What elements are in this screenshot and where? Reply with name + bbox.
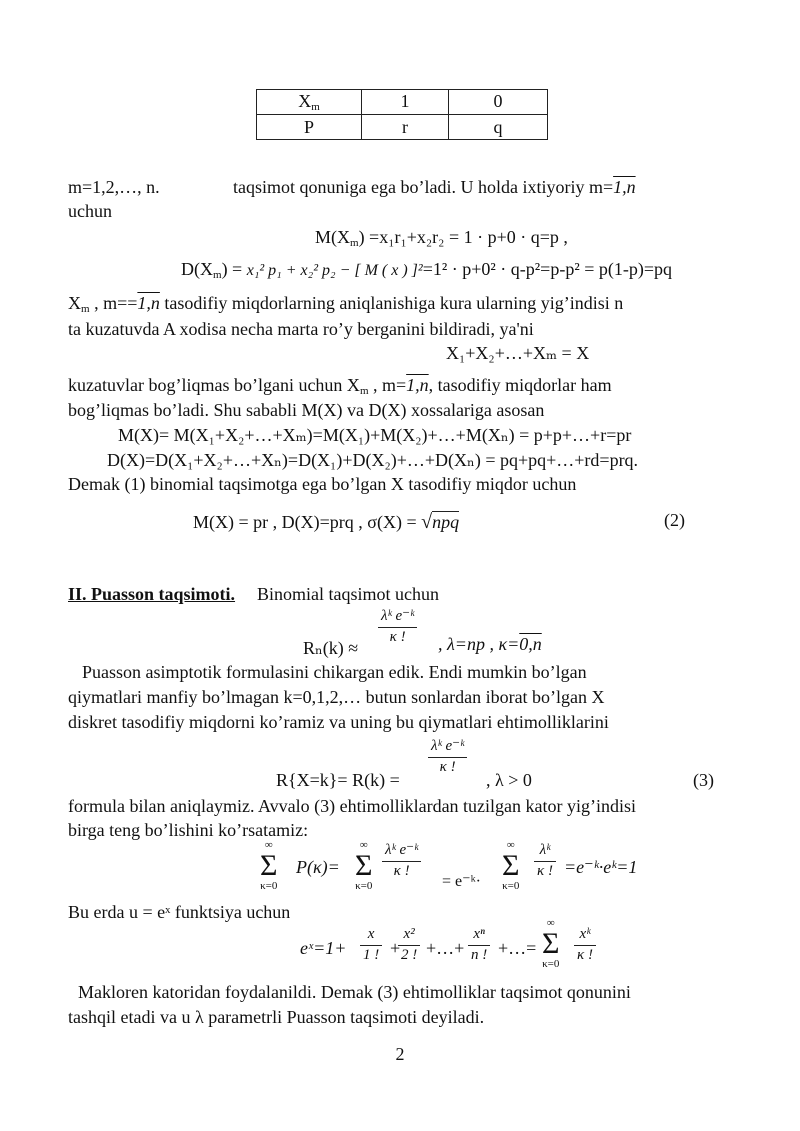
distribution-table [256, 89, 548, 140]
formula-3-label: R{X=k}= R(k) = [276, 770, 400, 790]
formula-mx: $M(X_m) =x_1r_1+x_2r_2 = 1 \cdot p+0 \cdot q=p$ , [315, 227, 568, 249]
summation-symbol: ∞ Σ κ=0 [355, 839, 373, 892]
table-cell: $X_m$ [257, 90, 362, 115]
summation-symbol: ∞ Σ κ=0 [502, 839, 520, 892]
formula-2: M(X) = pr , D(X)=prq , σ(X) = √npq [193, 511, 460, 533]
document-page: $X_m$ 1 0 P r q m=1,2,…, n. taqsimot qonuniga ega bo’ladi. U holda ixtiyoriy m=1,n uchun $M(X_m) =x_1r_1+x_2r_2 = 1 \cdot p+0 \cdot q=p$ , $D(X_m) = x_1^2$ p₁ + x₂² p₂ − [ M ( x ) ]²=1² · p+0² · q-p²=p-p² = p(1-p)=pq $X_m$ , m==1,n tasodifiy miqdorlarning aniqlanishiga kura ularning yig’indisi n ta kuzatuvda A xodisa necha marta ro’y berganini bildiradi, ya'ni X₁+X₂+…+Xₘ = X kuzatuvlar bog’liqmas bo’lgani uchun $X_m$ , m=1,n, tasodifiy miqdorlar ham bog’liqmas bo’ladi. Shu sababli M(X) va D(X) xossalariga asosan M(X)= M(X₁+X₂+…+Xₘ)=M(X₁)+M(X₂)+…+M(Xₙ) = p+p+…+r=pr D(X)=D(X₁+X₂+…+Xₙ)=D(X₁)+D(X₂)+…+D(Xₙ) = pq+pq+…+rd=prq. Demak (1) binomial taqsimotga ega bo’lgan X tasodifiy miqdor uchun M(X) = pr , D(X)=prq , σ(X) = √npq (2) II. Puasson taqsimoti. Binomial taqsimot uchun Rₙ(k) ≈ $\frac{\text{λᵏ e⁻ᵏ}}{\kappa !}$ , λ=np , κ=0,n Puasson asimptotik formulasini chikargan edik. Endi mumkin bo’lgan qiymatlari manfiy bo’lmagan k=0,1,2,… butun sonlardan iborat bo’lgan X diskret tasodifiy miqdorni ko’ramiz va uning bu qiymatlari ehtimolliklarini R{X=k}= R(k) = $\frac{\text{λᵏ e⁻ᵏ}}{\kappa !}$ , λ > 0 (3) formula bilan aniqlaymiz. Avvalo (3) ehtimolliklardan tuzilgan kator yig’indisi birga teng bo’lishini ko’rsatamiz: ∞ Σ κ=0 P(κ)= ∞ Σ κ=0 $\frac{\text{λᵏ e⁻ᵏ}}{\kappa !}$ = e⁻ᵏ· ∞ Σ κ=0 $\frac{\text{λᵏ}}{\kappa !}$ =e⁻ᵏ·eᵏ=1 Bu erda u = eˣ funktsiya uchun eˣ=1+ $\frac{x}{1 !}$ + $\frac{\text{x²}}{2 !}$ +…+ $\frac{\text{xⁿ}}{n !}$ +…= ∞ Σ κ=0 $\frac{\text{xᵏ}}{\kappa !}$ Makloren katoridan foydalanildi. Demak (3) ehtimolliklar taqsimot qonunini tashqil etadi va u λ parametrli Puasson taqsimoti deyiladi. 2 [0, 0, 800, 1131]
text-line: taqsimot qonuniga ega bo’ladi. U holda ixtiyoriy m=1,n [233, 177, 636, 197]
table-cell: 0 [449, 90, 548, 115]
equation-number: (3) [693, 770, 714, 790]
text-line: diskret tasodifiy miqdorni ko’ramiz va uning bu qiymatlari ehtimolliklarini [68, 712, 609, 732]
formula-3-condition: , λ > 0 [486, 770, 532, 790]
fraction: $\frac{\text{λᵏ e⁻ᵏ}}{\kappa !}$ [428, 737, 467, 777]
text-line: Puasson asimptotik formulasini chikargan edik. Endi mumkin bo’lgan [82, 662, 587, 682]
text-line: Bu erda u = eˣ funktsiya uchun [68, 902, 291, 922]
text-line: ta kuzatuvda A xodisa necha marta ro’y berganini bildiradi, ya'ni [68, 319, 534, 339]
text-line: tashqil etadi va u λ parametrli Puasson taqsimoti deyiladi. [68, 1007, 485, 1027]
lambda-definition: , λ=np , κ=0,n [438, 634, 542, 654]
formula-sum-x: X₁+X₂+…+Xₘ = X [446, 343, 590, 363]
text-line: birga teng bo’lishini ko’rsatamiz: [68, 820, 309, 840]
text-line: Makloren katoridan foydalanildi. Demak (3) ehtimolliklar taqsimot qonunini [78, 982, 631, 1002]
text-line: bog’liqmas bo’ladi. Shu sababli M(X) va D(X) xossalariga asosan [68, 400, 545, 420]
formula-rn-label: Rₙ(k) ≈ [303, 638, 359, 658]
formula-text: =e⁻ᵏ·eᵏ=1 [564, 857, 638, 877]
fraction: $\frac{\text{x²}}{2 !}$ [398, 925, 420, 965]
text-line: uchun [68, 201, 112, 221]
table-row [257, 115, 548, 140]
formula-ex: eˣ=1+ [300, 938, 347, 958]
formula-variance: D(X)=D(X₁+X₂+…+Xₙ)=D(X₁)+D(X₂)+…+D(Xₙ) = pq+pq+…+rd=prq. [107, 450, 639, 470]
table-row [257, 90, 548, 115]
text-line: formula bilan aniqlaymiz. Avvalo (3) ehtimolliklardan tuzilgan kator yig’indisi [68, 796, 637, 816]
text-line: m=1,2,…, n. [68, 177, 160, 197]
fraction: $\frac{\text{xᵏ}}{\kappa !}$ [574, 925, 596, 965]
table-cell: P [257, 115, 362, 140]
formula-text: +…= [498, 938, 537, 958]
page-number: 2 [395, 1044, 405, 1064]
text-line: kuzatuvlar bog’liqmas bo’lgani uchun $X_m$ , m=1,n, tasodifiy miqdorlar ham [68, 375, 612, 397]
equation-number: (2) [664, 510, 685, 530]
text-line: $X_m$ , m==1,n tasodifiy miqdorlarning aniqlanishiga kura ularning yig’indisi n [68, 293, 624, 315]
fraction: $\frac{x}{1 !}$ [360, 925, 382, 965]
summation-symbol: ∞ Σ κ=0 [260, 839, 278, 892]
formula-mean: M(X)= M(X₁+X₂+…+Xₘ)=M(X₁)+M(X₂)+…+M(Xₙ) = p+p+…+r=pr [118, 425, 632, 445]
table-cell: 1 [362, 90, 449, 115]
fraction: $\frac{\text{λᵏ}}{\kappa !}$ [534, 841, 556, 881]
fraction: $\frac{\text{λᵏ e⁻ᵏ}}{\kappa !}$ [382, 841, 421, 881]
table-cell: r [362, 115, 449, 140]
fraction: $\frac{\text{xⁿ}}{n !}$ [468, 925, 490, 965]
formula-text: = e⁻ᵏ· [442, 873, 481, 890]
section-title: II. Puasson taqsimoti. Binomial taqsimot uchun [68, 584, 440, 604]
fraction: $\frac{\text{λᵏ e⁻ᵏ}}{\kappa !}$ [378, 607, 417, 647]
text-line: qiymatlari manfiy bo’lmagan k=0,1,2,… butun sonlardan iborat bo’lgan X [68, 687, 605, 707]
formula-pk: P(κ)= [296, 857, 340, 877]
text-line: Demak (1) binomial taqsimotga ega bo’lgan X tasodifiy miqdor uchun [68, 474, 577, 494]
formula-dx: $D(X_m) = x_1^2$ p₁ + x₂² p₂ − [ M ( x ) ]²=1² · p+0² · q-p²=p-p² = p(1-p)=pq [181, 259, 673, 281]
table-cell: q [449, 115, 548, 140]
formula-text: +…+ [426, 938, 465, 958]
summation-symbol: ∞ Σ κ=0 [542, 917, 560, 970]
